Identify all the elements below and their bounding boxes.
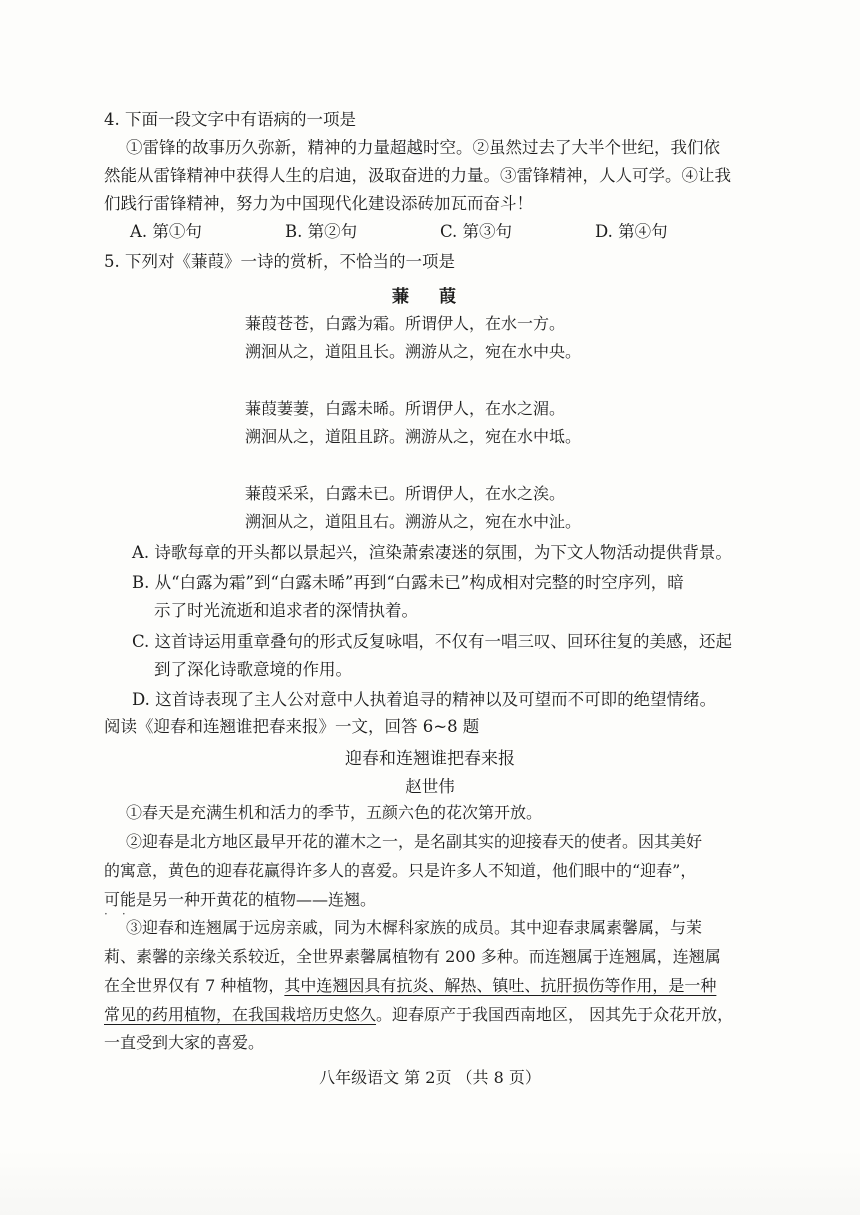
article-paragraph-1: ①春天是充满生机和活力的季节，五颜六色的花次第开放。 (126, 803, 543, 822)
question-4-text-line: ①雷锋的故事历久弥新，精神的力量超越时空。②虽然过去了大半个世纪，我们依 (126, 138, 720, 157)
plain-text: 。迎春原产于我国西南地区， 因其先于众花开放， (376, 1005, 734, 1024)
poem-line: 蒹葭萋萋，白露未晞。所谓伊人，在水之湄。 (245, 399, 566, 418)
option-a-text: A. 诗歌每章的开头都以景起兴，渲染萧索凄迷的氛围，为下文人物活动提供背景。 (132, 543, 732, 562)
poem-line: 溯洄从之，道阻且长。溯游从之，宛在水中央。 (245, 342, 582, 361)
article-author: 赵世伟 (405, 777, 455, 796)
article-paragraph-2-cont: 的寓意，黄色的迎春花赢得许多人的喜爱。只是许多人不知道，他们眼中的“迎春”， (104, 861, 697, 880)
poem-line: 蒹葭采采，白露未已。所谓伊人，在水之涘。 (245, 484, 566, 503)
option-c-text-cont: 到了深化诗歌意境的作用。 (154, 660, 352, 679)
poem-title: 蒹 葭 (392, 287, 468, 307)
option-d: D. 第④句 (595, 222, 668, 241)
plain-text: 在全世界仅有 7 种植物， (104, 976, 285, 995)
poem-line: 溯洄从之，道阻且右。溯游从之，宛在水中沚。 (245, 512, 582, 531)
poem-line: 蒹葭苍苍，白露为霜。所谓伊人，在水一方。 (245, 314, 566, 333)
option-d-text: D. 这首诗表现了主人公对意中人执着追寻的精神以及可望而不可即的绝望情绪。 (132, 690, 717, 709)
reading-intro: 阅读《迎春和连翘谁把春来报》一文，回答 6~8 题 (104, 717, 480, 736)
poem-line: 溯洄从之，道阻且跻。溯游从之，宛在水中坻。 (245, 427, 582, 446)
emphasis-dots: ·· (104, 907, 140, 921)
question-4-text-line: 们践行雷锋精神，努力为中国现代化建设添砖加瓦而奋斗！ (104, 194, 533, 213)
option-c: C. 第③句 (440, 222, 513, 241)
question-4-text-line: 然能从雷锋精神中获得人生的启迪，汲取奋进的力量。③雷锋精神，人人可学。④让我 (104, 166, 731, 185)
question-4-stem: 4. 下面一段文字中有语病的一项是 (104, 110, 356, 129)
page-bottom-shade (0, 1150, 860, 1215)
article-paragraph-3-cont: 莉、素馨的亲缘关系较近，全世界素馨属植物有 200 多种。而连翘属于连翘属，连翘属 (104, 947, 721, 966)
page-footer: 八年级语文 第 2页 （共 8 页） (319, 1068, 541, 1087)
option-a: A. 第①句 (130, 222, 202, 241)
article-paragraph-3-cont (104, 974, 716, 998)
article-paragraph-3-end: 一直受到大家的喜爱。 (104, 1033, 265, 1052)
underlined-sentence: 其中连翘因具有抗炎、解热、镇吐、抗肝损伤等作用，是一种 (284, 976, 717, 995)
article-paragraph-2-cont: 可能是另一种开黄花的植物——连翘。 (104, 890, 377, 909)
article-paragraph-3: ③迎春和连翘属于远房亲戚，同为木樨科家族的成员。其中迎春隶属素馨属，与茉 (126, 918, 703, 937)
option-b-text-cont: 示了时光流逝和追求者的深情执着。 (154, 601, 418, 620)
option-b: B. 第②句 (285, 222, 358, 241)
article-title: 迎春和连翘谁把春来报 (345, 749, 515, 769)
article-paragraph-3-cont (104, 1003, 733, 1027)
option-b-text: B. 从“白露为霜”到“白露未晞”再到“白露未已”构成相对完整的时空序列，暗 (132, 573, 684, 592)
option-c-text: C. 这首诗运用重章叠句的形式反复咏唱，不仅有一唱三叹、回环往复的美感，还起 (132, 632, 733, 651)
underlined-sentence: 常见的药用植物，在我国栽培历史悠久 (104, 1005, 377, 1024)
question-5-stem: 5. 下列对《蒹葭》一诗的赏析，不恰当的一项是 (104, 252, 455, 271)
article-paragraph-2: ②迎春是北方地区最早开花的灌木之一，是名副其实的迎接春天的使者。因其美好 (126, 832, 703, 851)
